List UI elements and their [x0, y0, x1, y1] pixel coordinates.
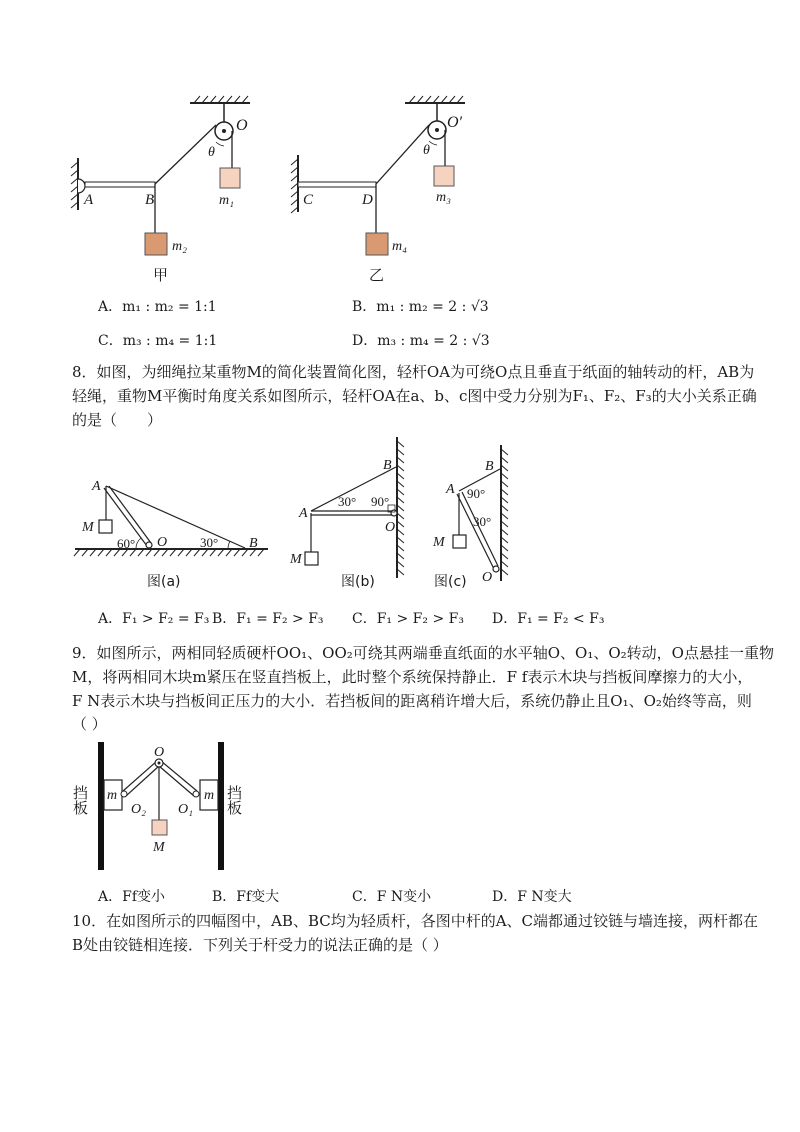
q7-yi-label-O: O′ [447, 114, 463, 131]
q7-option-b[interactable]: B．m₁ : m₂ = 2 : √3 [352, 299, 489, 315]
q8-b-label-O: O [385, 520, 396, 535]
q9-label-m-left: m [107, 788, 118, 803]
q8-c-label-M: M [433, 535, 445, 550]
q8-b-label-B: B [383, 458, 392, 473]
q9-option-d[interactable]: D．F N变大 [492, 889, 572, 905]
q7-jia-label-m2: m₂ [172, 239, 187, 254]
q8-b-angle-90: 90° [371, 494, 390, 509]
q10-text-line-1: 10．在如图所示的四幅图中，AB、BC均为轻质杆，各图中杆的A、C端都通过铰链与墙连接，两杆都在 [72, 912, 759, 930]
q9-label-O: O [154, 745, 165, 760]
q9-label-M: M [153, 840, 165, 855]
q9-option-a[interactable]: A．Ff变小 [98, 889, 166, 905]
q9-board-left-label: 挡板 [71, 785, 89, 815]
q9-text-line-2: M，将两相同木块m紧压在竖直挡板上，此时整个系统保持静止．F f表示木块与挡板间摩擦力的大小， [72, 668, 753, 686]
q8-text-line-1: 8．如图，为细绳拉某重物M的简化装置简化图，轻杆OA为可绕O点且垂直于纸面的轴转动的杆，AB为 [72, 363, 755, 381]
q9-option-b[interactable]: B．Ff变大 [212, 889, 280, 905]
q7-yi-label-D: D [362, 192, 373, 208]
q8-option-b[interactable]: B．F₁ = F₂ > F₃ [212, 611, 324, 627]
q8-b-label-A: A [299, 506, 308, 521]
q8-c-caption: 图(c) [434, 574, 467, 590]
q7-jia-caption: 甲 [153, 266, 169, 284]
q8-a-label-B: B [249, 536, 258, 551]
q7-option-a[interactable]: A．m₁ : m₂ = 1:1 [98, 299, 217, 315]
q8-text-line-2: 轻绳，重物M平衡时角度关系如图所示，轻杆OA在a、b、c图中受力分别为F₁、F₂、F₃的大小关系正确 [72, 387, 757, 405]
q9-option-c[interactable]: C．F N变小 [352, 889, 432, 905]
q8-a-label-O: O [157, 535, 168, 550]
q8-option-d[interactable]: D．F₁ = F₂ < F₃ [492, 611, 605, 627]
q8-option-c[interactable]: C．F₁ > F₂ > F₃ [352, 611, 464, 627]
q9-label-O2: O₂ [131, 802, 146, 817]
q8-a-label-M: M [82, 520, 94, 535]
q7-option-d[interactable]: D．m₃ : m₄ = 2 : √3 [352, 333, 490, 349]
q7-yi-label-theta: θ [423, 143, 430, 158]
q9-text-line-1: 9．如图所示，两相同轻质硬杆OO₁、OO₂可绕其两端垂直纸面的水平轴O、O₁、O₂转动，O点悬挂一重物 [72, 644, 774, 662]
q9-label-m-right: m [204, 788, 215, 803]
q8-b-caption: 图(b) [341, 574, 375, 590]
q7-option-c[interactable]: C．m₃ : m₄ = 1:1 [98, 333, 218, 349]
q8-c-label-B: B [485, 459, 494, 474]
q7-yi-label-m3: m₃ [436, 190, 451, 205]
q8-text-line-3: 的是（ ） [72, 411, 163, 429]
q8-a-label-A: A [92, 479, 101, 494]
q8-c-label-A: A [446, 482, 455, 497]
q7-jia-label-O: O [236, 117, 248, 134]
q7-yi-label-C: C [303, 192, 314, 208]
q9-text-line-4: （ ） [72, 715, 107, 733]
q8-option-a[interactable]: A．F₁ > F₂ = F₃ [98, 611, 210, 627]
q8-c-angle-30: 30° [473, 514, 492, 529]
q8-c-label-O: O [482, 570, 493, 585]
q8-b-label-M: M [290, 552, 302, 567]
q8-a-angle-60: 60° [117, 536, 136, 551]
q7-jia-label-m1: m₁ [219, 193, 234, 208]
q7-yi-label-m4: m₄ [392, 239, 407, 254]
q8-c-angle-90: 90° [467, 486, 486, 501]
q8-a-caption: 图(a) [147, 574, 181, 590]
q9-label-O1: O₁ [178, 802, 193, 817]
q7-jia-label-B: B [145, 192, 155, 208]
q7-yi-caption: 乙 [369, 266, 385, 284]
q8-b-angle-30: 30° [338, 494, 357, 509]
q8-a-angle-30: 30° [200, 535, 219, 550]
q7-jia-label-A: A [84, 192, 94, 208]
q7-jia-label-theta: θ [208, 145, 215, 160]
q10-text-line-2: B处由铰链相连接．下列关于杆受力的说法正确的是（ ） [72, 936, 448, 954]
q9-board-right-label: 挡板 [225, 785, 243, 815]
q9-text-line-3: F N表示木块与挡板间正压力的大小．若挡板间的距离稍许增大后，系统仍静止且O₁、O₂始终等高，则 [72, 692, 752, 710]
